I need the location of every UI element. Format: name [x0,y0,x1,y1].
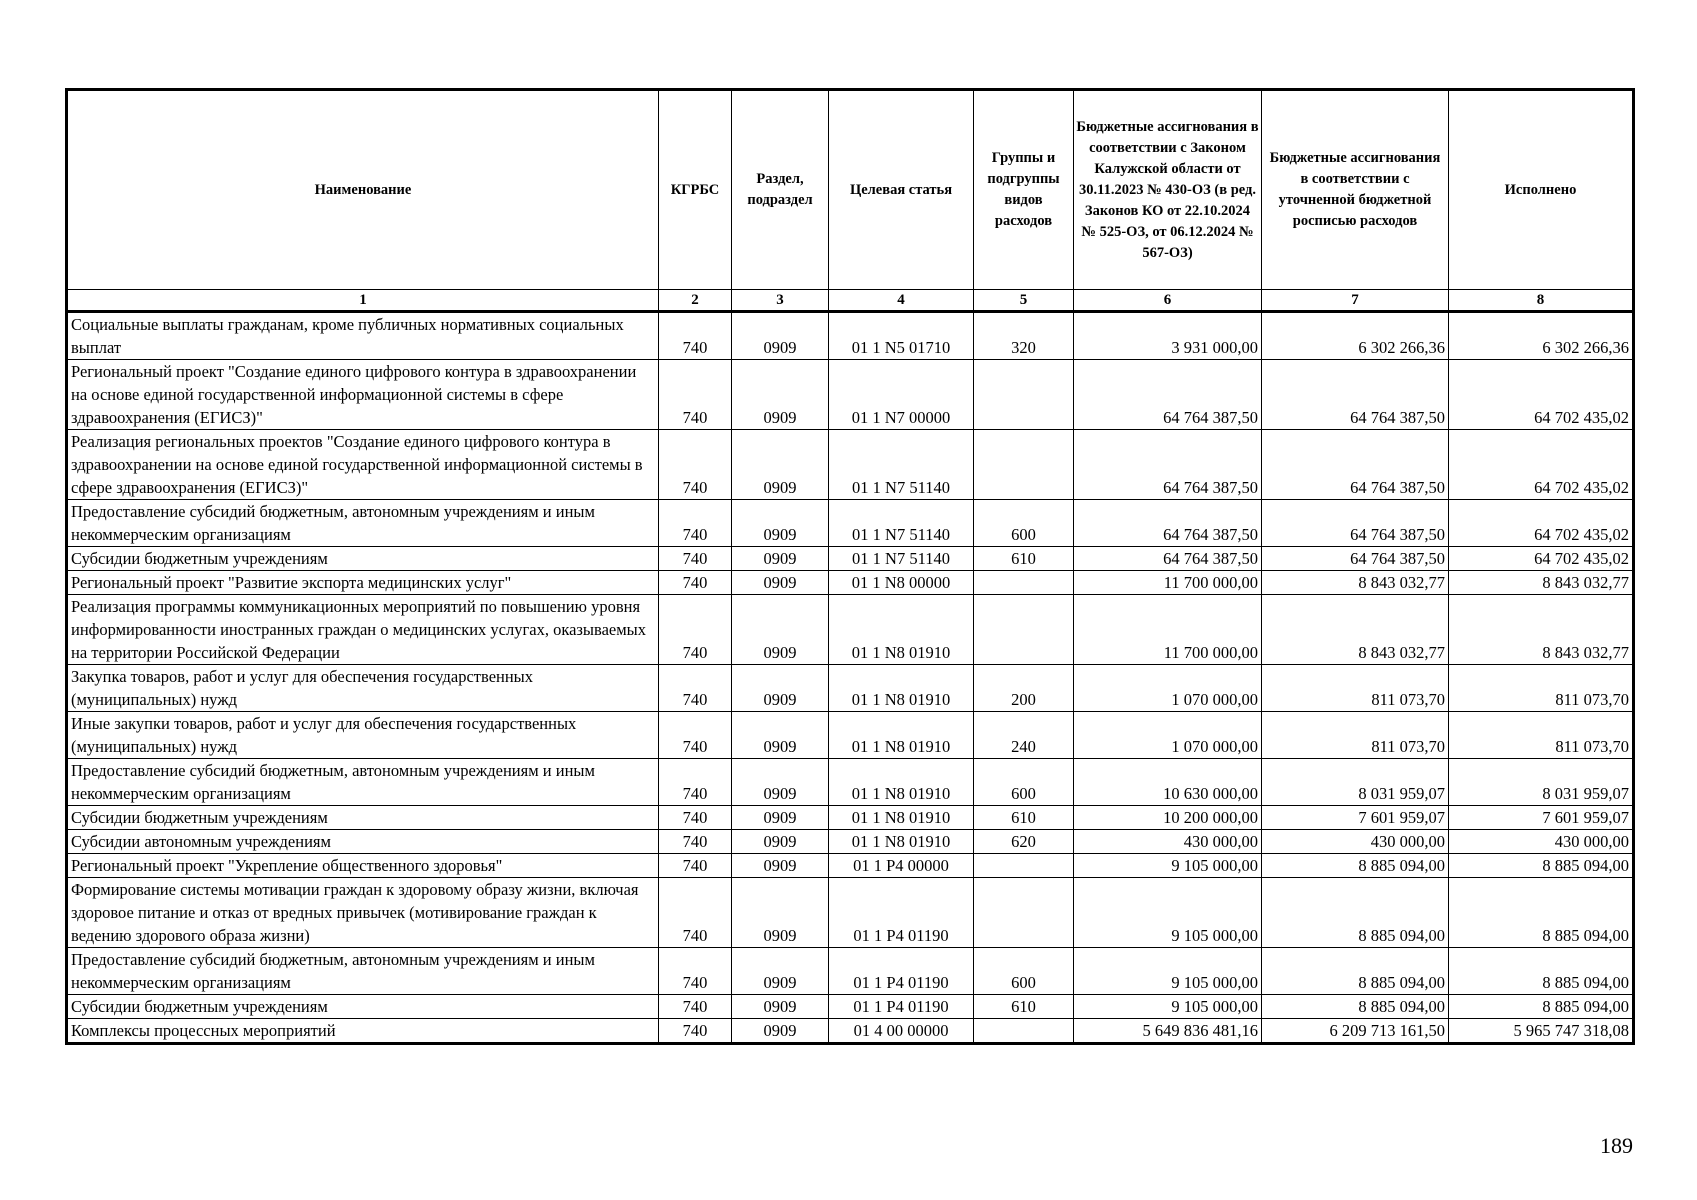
row-law-amount-cell: 1 070 000,00 [1074,712,1262,759]
table-header-row [67,90,1634,290]
table-row [67,712,1634,759]
column-number: 5 [974,290,1074,312]
row-expense-group-cell: 610 [974,806,1074,830]
row-target-article-cell: 01 1 N8 01910 [829,830,974,854]
row-executed-amount-cell: 811 073,70 [1449,665,1634,712]
row-section-cell: 0909 [732,806,829,830]
table-row [67,571,1634,595]
row-name-cell: Предоставление субсидий бюджетным, автономным учреждениям и иным некоммерческим организациям [67,948,659,995]
row-expense-group-cell: 600 [974,948,1074,995]
row-executed-amount-cell: 64 702 435,02 [1449,500,1634,547]
row-executed-amount-cell: 7 601 959,07 [1449,806,1634,830]
row-name-cell: Реализация программы коммуникационных мероприятий по повышению уровня информированности иностранных граждан о медицинских услугах, оказываемых на территории Российской Федерации [67,595,659,665]
row-target-article-cell: 01 1 P4 00000 [829,854,974,878]
row-target-article-cell: 01 1 N8 01910 [829,806,974,830]
row-expense-group-cell: 600 [974,500,1074,547]
table-row [67,806,1634,830]
row-law-amount-cell: 1 070 000,00 [1074,665,1262,712]
column-number-row [67,290,1634,312]
row-target-article-cell: 01 1 N7 51140 [829,547,974,571]
header-name: Наименование [67,90,659,290]
row-revised-amount-cell: 811 073,70 [1262,712,1449,759]
row-kgrbs-cell: 740 [659,806,732,830]
row-target-article-cell: 01 1 N5 01710 [829,312,974,360]
row-law-amount-cell: 11 700 000,00 [1074,571,1262,595]
table-row [67,360,1634,430]
page-number: 189 [1600,1133,1633,1158]
row-expense-group-cell [974,1019,1074,1044]
row-revised-amount-cell: 64 764 387,50 [1262,547,1449,571]
row-law-amount-cell: 430 000,00 [1074,830,1262,854]
row-expense-group-cell: 200 [974,665,1074,712]
row-name-cell: Субсидии бюджетным учреждениям [67,806,659,830]
row-target-article-cell: 01 1 P4 01190 [829,878,974,948]
row-target-article-cell: 01 1 N7 51140 [829,500,974,547]
row-revised-amount-cell: 8 885 094,00 [1262,995,1449,1019]
row-name-cell: Субсидии бюджетным учреждениям [67,547,659,571]
table-row [67,595,1634,665]
row-kgrbs-cell: 740 [659,712,732,759]
column-number: 3 [732,290,829,312]
row-kgrbs-cell: 740 [659,759,732,806]
table-row [67,500,1634,547]
row-target-article-cell: 01 1 N8 01910 [829,665,974,712]
header-section: Раздел, подраздел [732,90,829,290]
header-law-appropriations: Бюджетные ассигнования в соответствии с Законом Калужской области от 30.11.2023 № 430-ОЗ (в ред. Законов КО от 22.10.2024 № 525-ОЗ, от 06.12.2024 № 567-ОЗ) [1074,90,1262,290]
table-body [67,312,1634,1044]
row-expense-group-cell: 240 [974,712,1074,759]
row-executed-amount-cell: 8 885 094,00 [1449,878,1634,948]
row-expense-group-cell [974,854,1074,878]
row-name-cell: Формирование системы мотивации граждан к здоровому образу жизни, включая здоровое питание и отказ от вредных привычек (мотивирование граждан к ведению здорового образа жизни) [67,878,659,948]
row-revised-amount-cell: 64 764 387,50 [1262,430,1449,500]
row-executed-amount-cell: 8 885 094,00 [1449,995,1634,1019]
row-expense-group-cell [974,878,1074,948]
header-target-article: Целевая статья [829,90,974,290]
row-kgrbs-cell: 740 [659,500,732,547]
row-section-cell: 0909 [732,595,829,665]
row-revised-amount-cell: 64 764 387,50 [1262,360,1449,430]
row-section-cell: 0909 [732,854,829,878]
row-kgrbs-cell: 740 [659,430,732,500]
row-law-amount-cell: 64 764 387,50 [1074,500,1262,547]
header-expense-groups: Группы и подгруппы видов расходов [974,90,1074,290]
table-row [67,665,1634,712]
row-kgrbs-cell: 740 [659,360,732,430]
row-executed-amount-cell: 8 885 094,00 [1449,854,1634,878]
row-section-cell: 0909 [732,500,829,547]
row-name-cell: Субсидии бюджетным учреждениям [67,995,659,1019]
row-name-cell: Региональный проект "Создание единого цифрового контура в здравоохранении на основе единой государственной информационной системы в сфере здравоохранения (ЕГИСЗ)" [67,360,659,430]
table-row [67,948,1634,995]
budget-execution-table [65,88,1635,1045]
row-section-cell: 0909 [732,830,829,854]
column-number: 7 [1262,290,1449,312]
row-expense-group-cell: 320 [974,312,1074,360]
row-law-amount-cell: 64 764 387,50 [1074,547,1262,571]
row-revised-amount-cell: 811 073,70 [1262,665,1449,712]
column-number: 6 [1074,290,1262,312]
budget-table-container [65,88,1632,1045]
row-executed-amount-cell: 430 000,00 [1449,830,1634,854]
row-name-cell: Иные закупки товаров, работ и услуг для обеспечения государственных (муниципальных) нужд [67,712,659,759]
row-executed-amount-cell: 6 302 266,36 [1449,312,1634,360]
row-revised-amount-cell: 64 764 387,50 [1262,500,1449,547]
row-executed-amount-cell: 8 843 032,77 [1449,571,1634,595]
table-row [67,878,1634,948]
table-row [67,312,1634,360]
row-executed-amount-cell: 64 702 435,02 [1449,360,1634,430]
row-section-cell: 0909 [732,995,829,1019]
table-row [67,759,1634,806]
column-number: 1 [67,290,659,312]
row-kgrbs-cell: 740 [659,547,732,571]
row-executed-amount-cell: 811 073,70 [1449,712,1634,759]
row-target-article-cell: 01 1 N7 51140 [829,430,974,500]
row-target-article-cell: 01 1 N8 01910 [829,712,974,759]
row-section-cell: 0909 [732,312,829,360]
row-section-cell: 0909 [732,878,829,948]
row-name-cell: Комплексы процессных мероприятий [67,1019,659,1044]
row-executed-amount-cell: 8 843 032,77 [1449,595,1634,665]
row-executed-amount-cell: 8 885 094,00 [1449,948,1634,995]
row-revised-amount-cell: 8 885 094,00 [1262,878,1449,948]
row-expense-group-cell: 610 [974,995,1074,1019]
table-row [67,995,1634,1019]
table-row [67,430,1634,500]
row-section-cell: 0909 [732,948,829,995]
row-name-cell: Социальные выплаты гражданам, кроме публичных нормативных социальных выплат [67,312,659,360]
row-name-cell: Субсидии автономным учреждениям [67,830,659,854]
row-target-article-cell: 01 1 P4 01190 [829,995,974,1019]
header-kgrbs: КГРБС [659,90,732,290]
row-section-cell: 0909 [732,547,829,571]
row-name-cell: Региональный проект "Укрепление общественного здоровья" [67,854,659,878]
row-section-cell: 0909 [732,1019,829,1044]
row-revised-amount-cell: 8 885 094,00 [1262,854,1449,878]
row-section-cell: 0909 [732,430,829,500]
row-kgrbs-cell: 740 [659,830,732,854]
row-expense-group-cell: 600 [974,759,1074,806]
row-law-amount-cell: 5 649 836 481,16 [1074,1019,1262,1044]
row-law-amount-cell: 9 105 000,00 [1074,854,1262,878]
row-kgrbs-cell: 740 [659,312,732,360]
row-kgrbs-cell: 740 [659,854,732,878]
row-kgrbs-cell: 740 [659,878,732,948]
row-revised-amount-cell: 430 000,00 [1262,830,1449,854]
row-expense-group-cell [974,571,1074,595]
row-target-article-cell: 01 1 N8 01910 [829,595,974,665]
row-kgrbs-cell: 740 [659,571,732,595]
row-expense-group-cell [974,595,1074,665]
row-expense-group-cell [974,360,1074,430]
row-kgrbs-cell: 740 [659,995,732,1019]
row-name-cell: Региональный проект "Развитие экспорта медицинских услуг" [67,571,659,595]
table-row [67,854,1634,878]
row-target-article-cell: 01 1 P4 01190 [829,948,974,995]
row-kgrbs-cell: 740 [659,1019,732,1044]
row-law-amount-cell: 9 105 000,00 [1074,878,1262,948]
row-section-cell: 0909 [732,360,829,430]
row-law-amount-cell: 64 764 387,50 [1074,360,1262,430]
table-row [67,1019,1634,1044]
row-target-article-cell: 01 1 N8 00000 [829,571,974,595]
row-name-cell: Предоставление субсидий бюджетным, автономным учреждениям и иным некоммерческим организациям [67,500,659,547]
row-law-amount-cell: 64 764 387,50 [1074,430,1262,500]
table-row [67,830,1634,854]
row-name-cell: Закупка товаров, работ и услуг для обеспечения государственных (муниципальных) нужд [67,665,659,712]
row-name-cell: Реализация региональных проектов "Создание единого цифрового контура в здравоохранении на основе единой государственной информационной системы в сфере здравоохранения (ЕГИСЗ)" [67,430,659,500]
column-number: 2 [659,290,732,312]
row-law-amount-cell: 10 200 000,00 [1074,806,1262,830]
row-kgrbs-cell: 740 [659,665,732,712]
row-expense-group-cell: 620 [974,830,1074,854]
row-executed-amount-cell: 64 702 435,02 [1449,430,1634,500]
row-revised-amount-cell: 8 843 032,77 [1262,571,1449,595]
row-revised-amount-cell: 8 843 032,77 [1262,595,1449,665]
row-law-amount-cell: 9 105 000,00 [1074,995,1262,1019]
row-target-article-cell: 01 4 00 00000 [829,1019,974,1044]
row-section-cell: 0909 [732,712,829,759]
row-law-amount-cell: 10 630 000,00 [1074,759,1262,806]
row-revised-amount-cell: 7 601 959,07 [1262,806,1449,830]
row-target-article-cell: 01 1 N7 00000 [829,360,974,430]
row-section-cell: 0909 [732,759,829,806]
row-revised-amount-cell: 6 209 713 161,50 [1262,1019,1449,1044]
header-executed: Исполнено [1449,90,1634,290]
row-section-cell: 0909 [732,571,829,595]
row-law-amount-cell: 11 700 000,00 [1074,595,1262,665]
row-expense-group-cell: 610 [974,547,1074,571]
row-kgrbs-cell: 740 [659,595,732,665]
row-executed-amount-cell: 64 702 435,02 [1449,547,1634,571]
row-section-cell: 0909 [732,665,829,712]
row-law-amount-cell: 3 931 000,00 [1074,312,1262,360]
table-row [67,547,1634,571]
row-executed-amount-cell: 5 965 747 318,08 [1449,1019,1634,1044]
row-law-amount-cell: 9 105 000,00 [1074,948,1262,995]
row-revised-amount-cell: 8 031 959,07 [1262,759,1449,806]
row-revised-amount-cell: 8 885 094,00 [1262,948,1449,995]
row-executed-amount-cell: 8 031 959,07 [1449,759,1634,806]
header-revised-appropriations: Бюджетные ассигнования в соответствии с уточненной бюджетной росписью расходов [1262,90,1449,290]
row-name-cell: Предоставление субсидий бюджетным, автономным учреждениям и иным некоммерческим организациям [67,759,659,806]
row-expense-group-cell [974,430,1074,500]
column-number: 4 [829,290,974,312]
column-number: 8 [1449,290,1634,312]
row-target-article-cell: 01 1 N8 01910 [829,759,974,806]
row-revised-amount-cell: 6 302 266,36 [1262,312,1449,360]
row-kgrbs-cell: 740 [659,948,732,995]
